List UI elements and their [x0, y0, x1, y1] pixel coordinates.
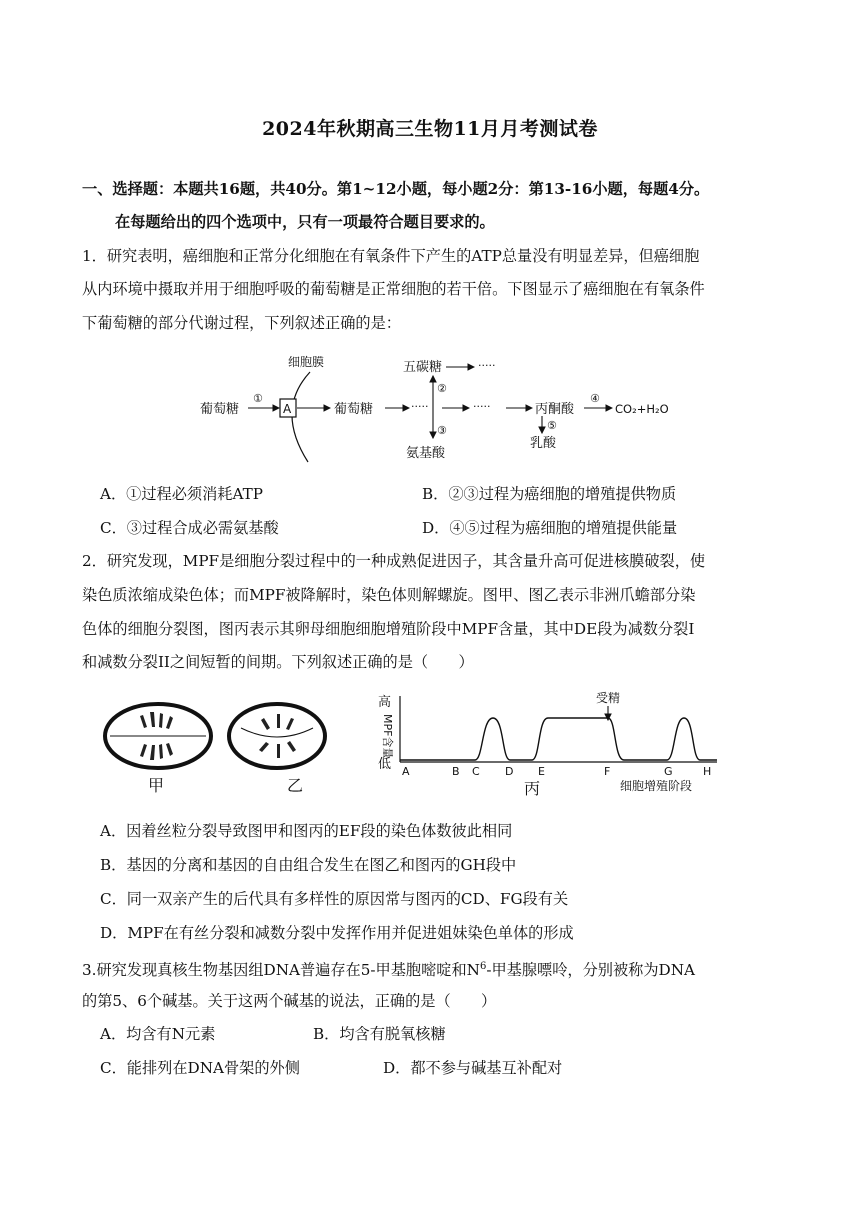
- tick-c: C: [472, 765, 480, 778]
- y-low-label: 低: [378, 757, 392, 772]
- figure-label-jia: 甲: [148, 776, 165, 793]
- q2-stem-line4: 和减数分裂II之间短暂的间期。下列叙述正确的是（ ）: [82, 653, 474, 671]
- tick-d: D: [505, 765, 514, 778]
- section-heading: 一、选择题：本题共16题，共40分。第1~12小题，每小题2分：第13-16小题，每题4分。: [82, 180, 710, 198]
- step-2-label: ②: [437, 382, 447, 395]
- dots-right: ·····: [473, 400, 491, 413]
- q3-line1-sup: 6: [479, 961, 487, 972]
- q2-option-d: D．MPF在有丝分裂和减数分裂中发挥作用并促进姐妹染色单体的形成: [100, 924, 574, 942]
- q2-stem-line2: 染色质浓缩成染色体；而MPF被降解时，染色体则解螺旋。图甲、图乙表示非洲爪蟾部分染: [82, 586, 696, 604]
- q2-stem-line1: 2．研究发现，MPF是细胞分裂过程中的一种成熟促进因子，其含量升高可促进核膜破裂，使: [82, 552, 706, 570]
- q1-stem-line1: 1．研究表明，癌细胞和正常分化细胞在有氧条件下产生的ATP总量没有明显差异，但癌细胞: [82, 247, 700, 265]
- q3-option-a: A．均含有N元素: [100, 1025, 216, 1043]
- glucose-outside: 葡萄糖: [200, 402, 240, 417]
- figure-label-bing: 丙: [524, 779, 541, 798]
- co2-h2o-label: CO₂+H₂O: [615, 402, 669, 416]
- mpf-curve: [400, 718, 717, 760]
- tick-f: F: [604, 765, 611, 778]
- dots-mid: ·····: [411, 400, 429, 413]
- exam-title: 2024年秋期高三生物11月月考测试卷: [262, 118, 598, 140]
- q2-option-b: B．基因的分离和基因的自由组合发生在图乙和图丙的GH段中: [100, 856, 517, 874]
- carrier-a-label: A: [283, 402, 292, 416]
- step-5-label: ⑤: [547, 419, 557, 432]
- tick-g: G: [664, 765, 673, 778]
- y-high-label: 高: [378, 695, 392, 710]
- step-4-label: ④: [590, 392, 600, 405]
- membrane-label: 细胞膜: [288, 355, 325, 369]
- q1-metabolism-diagram: [190, 350, 700, 465]
- dots-pentose: ·····: [478, 359, 496, 372]
- q1-option-d: D．④⑤过程为癌细胞的增殖提供能量: [422, 519, 678, 537]
- tick-b: B: [452, 765, 460, 778]
- q3-option-d: D．都不参与碱基互补配对: [383, 1059, 563, 1077]
- q1-option-c: C．③过程合成必需氨基酸: [100, 519, 279, 537]
- q1-stem-line2: 从内环境中摄取并用于细胞呼吸的葡萄糖是正常细胞的若干倍。下图显示了癌细胞在有氧条件: [82, 280, 705, 298]
- q1-option-a: A．①过程必须消耗ATP: [100, 485, 263, 503]
- q3-line1-pre: 3.研究发现真核生物基因组DNA普遍存在5-甲基胞嘧啶和N: [82, 961, 480, 980]
- tick-a: A: [402, 765, 410, 778]
- amino-acid-label: 氨基酸: [406, 446, 446, 461]
- q2-option-c: C．同一双亲产生的后代具有多样性的原因常与图丙的CD、FG段有关: [100, 890, 569, 908]
- pentose-label: 五碳糖: [403, 360, 443, 375]
- cell-figure-jia: [100, 698, 220, 793]
- q1-stem-line3: 下葡萄糖的部分代谢过程，下列叙述正确的是：: [82, 314, 401, 332]
- tick-e: E: [538, 765, 545, 778]
- q3-option-c: C．能排列在DNA骨架的外侧: [100, 1059, 300, 1077]
- q3-line1-post: -甲基腺嘌呤，分别被称为DNA: [486, 961, 695, 980]
- q3-stem-line2: 的第5、6个碱基。关于这两个碱基的说法，正确的是（ ）: [82, 992, 497, 1010]
- glucose-inside: 葡萄糖: [334, 402, 374, 417]
- y-axis-label: MPF含量: [381, 714, 394, 759]
- cell-figure-yi: [225, 698, 335, 793]
- q3-stem-line1: [82, 957, 782, 980]
- lactate-label: 乳酸: [530, 436, 557, 451]
- step-3-label: ③: [437, 424, 447, 437]
- pyruvate-label: 丙酮酸: [535, 402, 575, 417]
- fertilization-label: 受精: [596, 691, 621, 705]
- x-axis-label: 细胞增殖阶段: [620, 779, 693, 793]
- step-1-label: ①: [253, 392, 263, 405]
- q2-stem-line3: 色体的细胞分裂图，图丙表示其卵母细胞细胞增殖阶段中MPF含量，其中DE段为减数分裂I: [82, 620, 695, 638]
- q1-option-b: B．②③过程为癌细胞的增殖提供物质: [422, 485, 677, 503]
- mpf-content-chart: [372, 690, 772, 802]
- tick-h: H: [703, 765, 712, 778]
- section-instruction: 在每题给出的四个选项中，只有一项最符合题目要求的。: [115, 213, 495, 231]
- figure-label-yi: 乙: [287, 776, 304, 793]
- q2-option-a: A．因着丝粒分裂导致图甲和图丙的EF段的染色体数彼此相同: [100, 822, 513, 840]
- q3-option-b: B．均含有脱氧核糖: [313, 1025, 446, 1043]
